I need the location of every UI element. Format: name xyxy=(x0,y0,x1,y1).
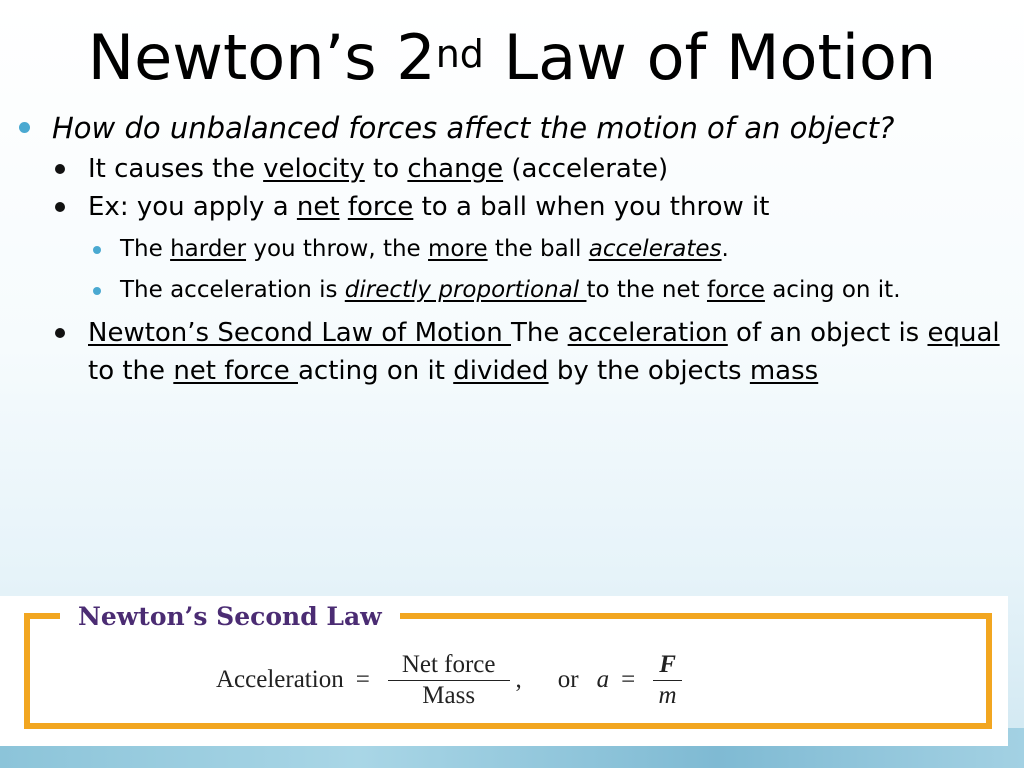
bullet-harder-throw xyxy=(0,226,1024,267)
symbol-a: a xyxy=(596,666,610,693)
title-rest: Law of Motion xyxy=(483,21,937,94)
question-text: How do unbalanced forces affect the motion of an object? xyxy=(52,111,895,145)
word-fraction xyxy=(388,652,510,709)
title-main: Newton’s 2 xyxy=(87,21,436,94)
equation-lhs: Acceleration xyxy=(216,666,344,693)
underlined-term: harder xyxy=(170,236,247,262)
underlined-term: divided xyxy=(453,356,549,386)
underlined-term: Newton’s Second Law of Motion xyxy=(88,318,511,348)
underlined-term: directly proportional xyxy=(344,277,587,303)
underlined-term: mass xyxy=(749,356,819,386)
underlined-term: velocity xyxy=(263,154,365,184)
underlined-term: force xyxy=(347,192,414,222)
bullet-text: by the objects xyxy=(548,356,750,386)
bullet-dot-icon xyxy=(93,246,101,254)
bullet-proportional xyxy=(0,267,1010,308)
bullet-text: to xyxy=(364,154,408,184)
bullet-dot-icon xyxy=(93,287,101,295)
bullet-text: . xyxy=(721,236,729,262)
bullet-dot-icon xyxy=(55,164,65,174)
underlined-term: change xyxy=(407,154,504,184)
slide-title xyxy=(0,22,1024,94)
underlined-term: force xyxy=(706,277,765,303)
equation-comma: , xyxy=(515,666,522,693)
bullet-text: acing on it. xyxy=(764,277,901,303)
bullet-text: (accelerate) xyxy=(503,154,669,184)
equals-sign: = xyxy=(355,666,370,693)
bullet-dot-icon xyxy=(55,202,65,212)
bullet-text xyxy=(340,192,348,222)
underlined-term: more xyxy=(428,236,488,262)
bullet-text: to the xyxy=(88,356,174,386)
underlined-term: net force xyxy=(173,356,298,386)
equation-or: or xyxy=(557,666,579,693)
bullet-text: The acceleration is xyxy=(120,277,345,303)
bullet-text: It causes the xyxy=(88,154,264,184)
bullet-example xyxy=(0,188,1024,226)
bullet-text: of an object is xyxy=(727,318,928,348)
equals-sign-2: = xyxy=(621,666,636,693)
bullet-text: The xyxy=(120,236,171,262)
bullet-text: the ball xyxy=(487,236,589,262)
bullet-text: The xyxy=(511,318,568,348)
bullet-velocity-change xyxy=(0,150,1024,188)
fraction-denominator: Mass xyxy=(422,681,476,709)
bullet-dot-icon xyxy=(55,328,65,338)
underlined-term: net xyxy=(296,192,340,222)
bullet-text: to the net xyxy=(586,277,707,303)
fraction-numerator: Net force xyxy=(388,652,510,681)
bullet-text: Ex: you apply a xyxy=(88,192,297,222)
bullet-list xyxy=(0,106,1024,390)
symbol-F: F xyxy=(653,652,682,681)
symbol-m: m xyxy=(658,681,677,709)
underlined-term: equal xyxy=(927,318,1000,348)
bullet-dot-icon xyxy=(19,122,30,133)
bullet-text: you throw, the xyxy=(246,236,429,262)
bullet-text: to a ball when you throw it xyxy=(413,192,770,222)
bullet-second-law-definition xyxy=(0,308,1018,390)
bullet-text: acting on it xyxy=(297,356,454,386)
underlined-term: acceleration xyxy=(567,318,728,348)
title-superscript: nd xyxy=(435,32,484,76)
formula-panel xyxy=(0,596,1008,746)
symbol-fraction xyxy=(653,652,682,709)
formula-box-title: Newton’s Second Law xyxy=(60,600,400,634)
bullet-question xyxy=(0,106,1024,150)
newton-second-law-equation xyxy=(216,650,688,710)
underlined-term: accelerates xyxy=(588,236,722,262)
